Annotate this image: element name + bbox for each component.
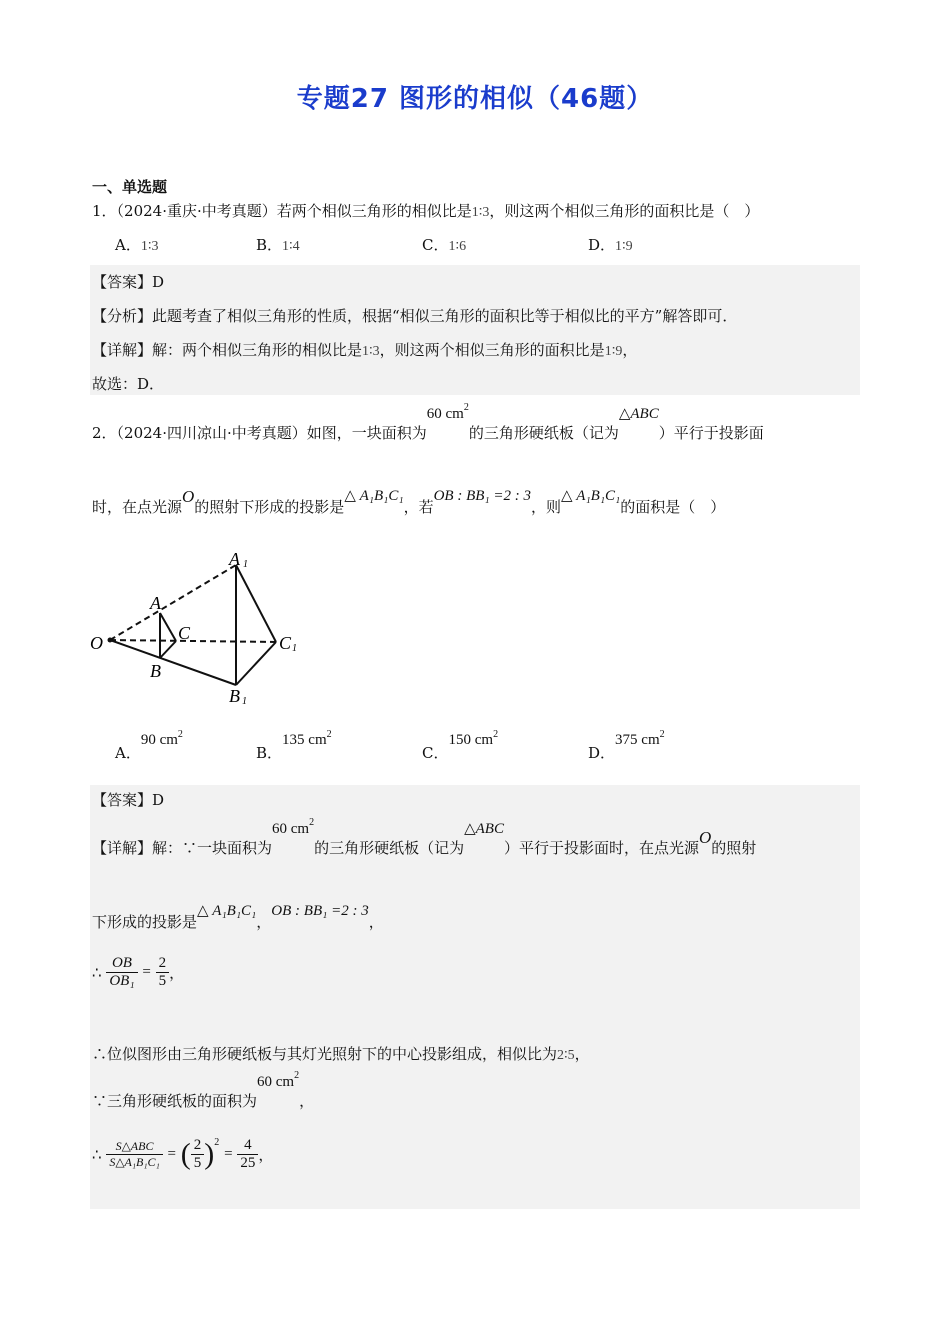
q2-detail-line1: 【详解】解：∵一块面积为60 $cm^2$的三角形硬纸板（记为△ABC）平行于投影面时，在点光源O的照射: [92, 817, 757, 857]
label-c1: C: [279, 633, 292, 653]
q2-area-line: ∵三角形硬纸板的面积为60 $cm^2$，: [92, 1070, 315, 1110]
q1-answer-box: [90, 265, 860, 395]
q2-answer: 【答案】D: [92, 791, 165, 809]
section-heading: 一、单选题: [92, 178, 168, 196]
label-a: A: [150, 593, 161, 613]
label-o: O: [90, 633, 103, 653]
q2-stem-line1: 2．（2024·四川凉山·中考真题）如图，一块面积为60 $cm^2$的三角形硬纸板（记为△ABC）平行于投影面: [92, 402, 764, 442]
q2-fraction-2: ∴ $\frac{\text{S△ABC}}{\text{S△A₁B₁C₁}}$ = ( $\frac{2}{5}$ )$^2$ = $\frac{4}{25}$ ，: [92, 1137, 274, 1171]
q1-option-b[interactable]: B．1∶4: [256, 236, 300, 254]
q2-option-a[interactable]: A．90 $cm^2$: [115, 729, 183, 762]
q1-analysis: 【分析】此题考查了相似三角形的性质，根据“相似三角形的面积比等于相似比的平方”解答即可．: [92, 307, 738, 325]
ray-o-a1: [110, 565, 236, 640]
label-a1-sub: 1: [243, 559, 248, 570]
label-b1-sub: 1: [242, 696, 247, 707]
q2-center-projection: ∴位似图形由三角形硬纸板与其灯光照射下的中心投影组成，相似比为2∶5，: [92, 1045, 590, 1063]
page-title: 专题27 图形的相似（46题）: [296, 84, 654, 114]
ray-o-b1: [110, 640, 236, 685]
edge-a-c: [160, 613, 176, 641]
q2-option-c[interactable]: C．150 $cm^2$: [422, 729, 499, 762]
q2-option-d[interactable]: D．375 $cm^2$: [588, 729, 665, 762]
label-c: C: [178, 623, 191, 643]
label-b1: B: [229, 686, 240, 706]
edge-b-c: [160, 641, 176, 658]
edge-b1-c1: [236, 642, 276, 685]
q1-option-d[interactable]: D．1∶9: [588, 236, 633, 254]
edge-a1-c1: [236, 565, 276, 642]
q1-detail: 【详解】解：两个相似三角形的相似比是1∶3，则这两个相似三角形的面积比是1∶9，: [92, 341, 638, 359]
point-o: [108, 638, 113, 643]
q2-fraction-1: ∴ $\frac{OB}{\text{OB₁}}$ = $\frac{2}{5}$ ，: [92, 955, 185, 989]
label-a1: A: [229, 549, 240, 569]
q1-stem: 1．（2024·重庆·中考真题）若两个相似三角形的相似比是1∶3，则这两个相似三角形的面积比是（ ）: [92, 202, 760, 220]
q1-option-a[interactable]: A．1∶3: [115, 236, 159, 254]
ray-o-c1: [110, 640, 276, 642]
q2-stem-line2: 时，在点光源O的照射下形成的投影是△ A₁B₁C₁，若OB : BB₁ =2 : 3，则△ A₁B₁C₁的面积是（ ）: [92, 487, 726, 516]
q1-conclusion: 故选：D．: [92, 375, 165, 393]
label-b: B: [150, 661, 161, 681]
q2-detail-line2: 下形成的投影是△ A₁B₁C₁，OB : BB₁ =2 : 3，: [92, 903, 384, 931]
label-c1-sub: 1: [292, 643, 297, 654]
projection-figure: [86, 545, 316, 715]
q1-answer: 【答案】D: [92, 273, 165, 291]
q1-option-c[interactable]: C．1∶6: [422, 236, 467, 254]
q2-option-b[interactable]: B．135 $cm^2$: [256, 729, 332, 762]
q2-answer-box: [90, 785, 860, 1209]
